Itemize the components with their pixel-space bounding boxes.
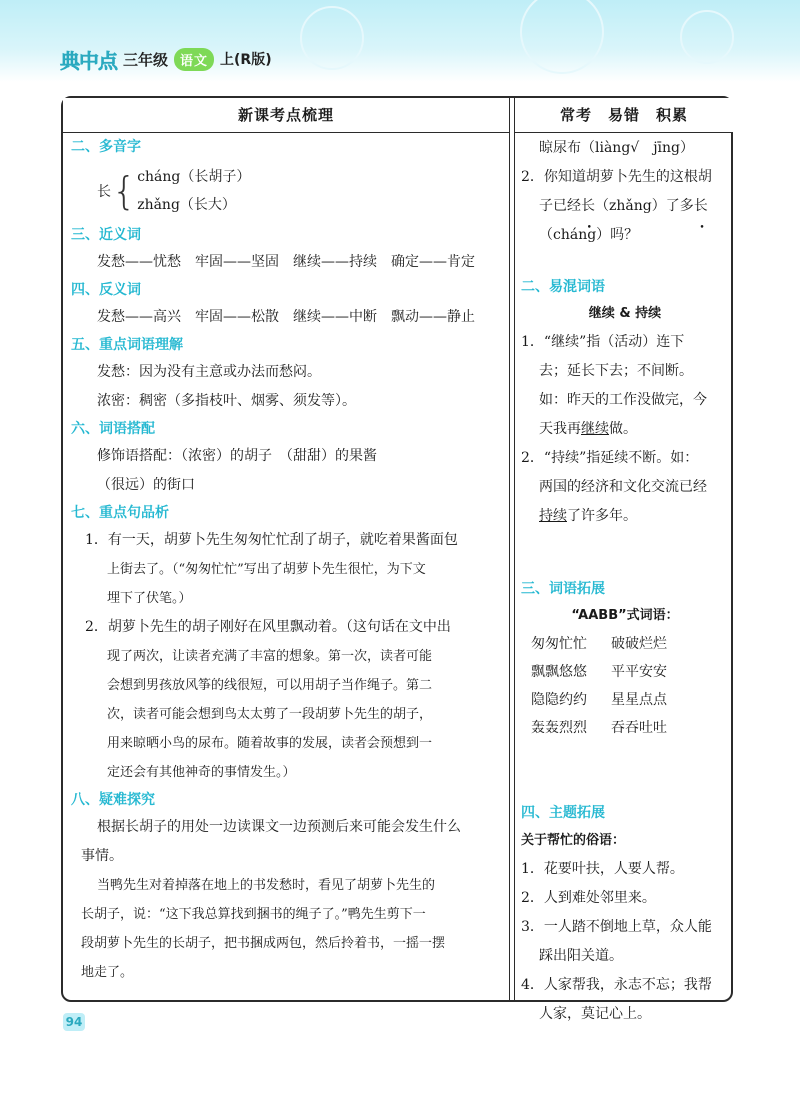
section-heading: 四、主题拓展: [521, 805, 605, 821]
section-heading: 四、反义词: [71, 282, 141, 298]
explain-text: 做。: [609, 421, 637, 437]
underlined-word: 继续: [581, 421, 609, 437]
analysis-line: 现了两次，让读者充满了丰富的想象。第一次，读者可能: [107, 649, 433, 664]
inquiry-line: 当鸭先生对着掉落在地上的书发愁时，看见了胡萝卜先生的: [97, 878, 436, 893]
inquiry-line: 根据长胡子的用处一边读课文一边预测后来可能会发生什么: [97, 819, 461, 835]
idiom-item: 吞吞吐吐: [611, 720, 667, 736]
polyphone-block: [71, 160, 503, 222]
collocation-line: （很远）的街口: [97, 477, 195, 493]
idiom-item: 星星点点: [611, 692, 667, 708]
explain-line: 2．“持续”指延续不断。如：: [521, 450, 699, 466]
idiom-item: 平平安安: [611, 664, 667, 680]
analysis-line: 次，读者可能会想到鸟太太剪了一段胡萝卜先生的胡子，: [107, 707, 433, 722]
subsection-heading: 继续 & 持续: [588, 306, 662, 321]
explain-line: 两国的经济和文化交流已经: [539, 479, 707, 495]
proverb-line: 1．花要叶扶，人要人帮。: [521, 861, 684, 877]
inquiry-line: 段胡萝卜先生的长胡子，把书捆成两包，然后拎着书，一摇一摆: [81, 936, 446, 951]
emphasized-char: 长: [581, 198, 595, 214]
left-column: [71, 134, 503, 987]
reading-item: cháng（长胡子）: [137, 169, 251, 185]
book-header: [60, 46, 272, 72]
exercise-line: [521, 192, 729, 221]
definition-line: 发愁：因为没有主意或办法而愁闷。: [97, 364, 321, 380]
explain-line: 如：昨天的工作没做完，今: [539, 392, 707, 408]
idiom-item: 匆匆忙忙: [531, 636, 587, 652]
reading-item: zhǎng（长大）: [137, 197, 236, 213]
analysis-line: 埋下了伏笔。）: [107, 591, 192, 606]
exercise-text: （zhǎng）了多: [595, 198, 694, 214]
idiom-item: 隐隐约约: [531, 692, 587, 708]
section-heading: 二、易混词语: [521, 279, 605, 295]
section-heading: 三、近义词: [71, 227, 141, 243]
polyphone-char: 长: [97, 184, 111, 200]
explain-line: [521, 415, 729, 444]
proverb-line: 人家，莫记心上。: [539, 1006, 651, 1022]
brand-logo: 典中点: [60, 48, 117, 73]
analysis-line: 上街去了。（“匆匆忙忙”写出了胡萝卜先生很忙，为下文: [107, 562, 426, 577]
underlined-word: 持续: [539, 508, 567, 524]
analysis-line: 2．胡萝卜先生的胡子刚好在风里飘动着。（这句话在文中出: [85, 619, 451, 635]
analysis-line: 用来晾晒小鸟的尿布。随着故事的发展，读者会预想到一: [107, 736, 433, 751]
explain-line: [521, 502, 729, 531]
inquiry-line: 事情。: [81, 848, 123, 864]
analysis-line: 1．有一天，胡萝卜先生匆匆忙忙刮了胡子，就吃着果酱面包: [85, 532, 458, 548]
exercise-line: （cháng）吗？: [539, 227, 639, 243]
antonym-line: 发愁——高兴 牢固——松散 继续——中断 飘动——静止: [97, 309, 475, 325]
collocation-line: 修饰语搭配：（浓密）的胡子 （甜甜）的果酱: [97, 448, 377, 464]
synonym-line: 发愁——忧愁 牢固——坚固 继续——持续 确定——肯定: [97, 254, 475, 270]
exercise-line: 2．你知道胡萝卜先生的这根胡: [521, 169, 712, 185]
section-heading: 八、疑难探究: [71, 792, 155, 808]
proverb-line: 4．人家帮我，永志不忘；我帮: [521, 977, 712, 993]
exercise-line: 晾尿布（liàng√ jīng）: [539, 140, 694, 156]
idiom-grid: [521, 630, 729, 742]
idiom-item: 飘飘悠悠: [531, 664, 587, 680]
subject-badge: 语文: [174, 48, 214, 71]
proverb-line: 2．人到难处邻里来。: [521, 890, 656, 906]
explain-line: 去；延长下去；不间断。: [539, 363, 693, 379]
explain-line: 1．“继续”指（活动）连下: [521, 334, 685, 350]
inquiry-line: 地走了。: [81, 965, 134, 980]
section-heading: 七、重点句品析: [71, 505, 169, 521]
column-divider: [509, 98, 510, 1000]
idiom-item: 破破烂烂: [611, 636, 667, 652]
proverb-line: 3．一人踏不倒地上草，众人能: [521, 919, 712, 935]
edition-label: 上(R版): [220, 52, 272, 68]
exercise-text: 子已经: [539, 198, 581, 214]
inquiry-line: 长胡子，说：“这下我总算找到捆书的绳子了。”鸭先生剪下一: [81, 907, 426, 922]
column-divider: [514, 98, 515, 1000]
polyphone-readings: [137, 163, 250, 219]
right-column: [521, 134, 729, 1029]
idiom-item: 轰轰烈烈: [531, 720, 587, 736]
subsection-heading: 关于帮忙的俗语：: [521, 833, 626, 848]
page-number: 94: [63, 1013, 85, 1031]
grade-label: 三年级: [123, 50, 169, 69]
analysis-line: 会想到男孩放风筝的线很短，可以用胡子当作绳子。第二: [107, 678, 433, 693]
definition-line: 浓密：稠密（多指枝叶、烟雾、须发等）。: [97, 393, 356, 409]
explain-text: 了许多年。: [567, 508, 637, 524]
section-heading: 五、重点词语理解: [71, 337, 183, 353]
left-column-title: 新课考点梳理: [63, 98, 509, 133]
right-column-title: 常考 易错 积累: [515, 98, 733, 133]
brace-icon: {: [112, 169, 137, 213]
section-heading: 三、词语拓展: [521, 581, 605, 597]
explain-text: 天我再: [539, 421, 581, 437]
proverb-line: 踩出阳关道。: [539, 948, 623, 964]
decor-circle: [680, 10, 734, 64]
decor-circle: [300, 6, 364, 70]
section-heading: 二、多音字: [71, 139, 141, 155]
emphasized-char: 长: [693, 198, 708, 214]
section-heading: 六、词语搭配: [71, 421, 155, 437]
subsection-heading: “AABB”式词语：: [571, 608, 679, 623]
analysis-line: 定还会有其他神奇的事情发生。）: [107, 765, 296, 780]
decor-circle: [520, 0, 604, 74]
